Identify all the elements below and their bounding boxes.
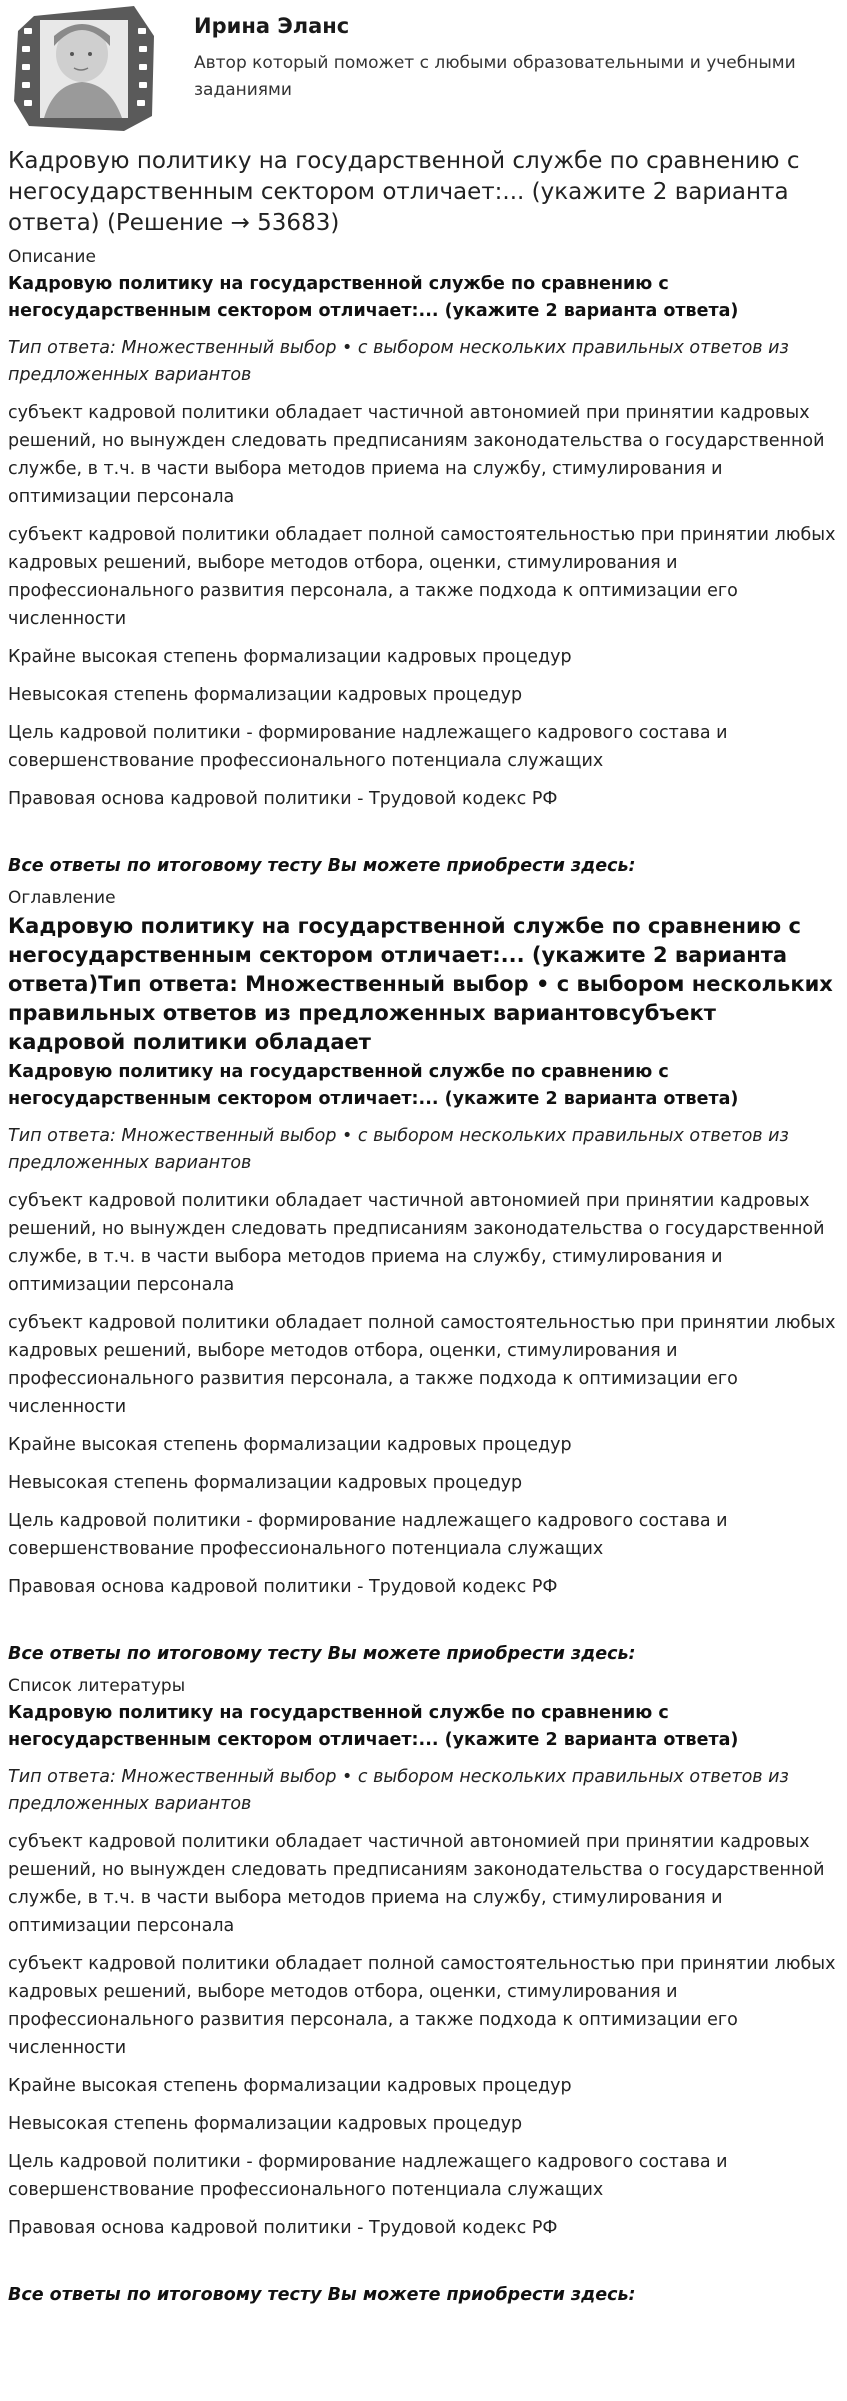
answer-option: субъект кадровой политики обладает частичной автономией при принятии кадровых решений, но вынужден следовать предписаниям законодательства о государственной службе, в т.ч. в части выбора методов приема на службу, стимулирования и оптимизации персонала xyxy=(8,1832,825,1936)
author-name[interactable]: Ирина Эланс xyxy=(194,14,350,38)
question-text: Кадровую политику на государственной службе по сравнению с негосударственным сектором отличает:... (укажите 2 варианта ответа) xyxy=(8,1062,739,1109)
answer-option: Правовая основа кадровой политики - Трудовой кодекс РФ xyxy=(8,789,558,809)
answer-option: Невысокая степень формализации кадровых процедур xyxy=(8,1473,523,1493)
answer-option: Крайне высокая степень формализации кадровых процедур xyxy=(8,647,572,667)
toc-section xyxy=(8,886,839,1668)
description-section xyxy=(8,245,839,880)
question-text: Кадровую политику на государственной службе по сравнению с негосударственным сектором отличает:... (укажите 2 варианта ответа) xyxy=(8,1703,739,1750)
section-label-toc: Оглавление xyxy=(8,888,116,908)
answer-option: Цель кадровой политики - формирование надлежащего кадрового состава и совершенствование профессионального потенциала служащих xyxy=(8,723,728,771)
answer-option: субъект кадровой политики обладает частичной автономией при принятии кадровых решений, но вынужден следовать предписаниям законодательства о государственной службе, в т.ч. в части выбора методов приема на службу, стимулирования и оптимизации персонала xyxy=(8,1191,825,1295)
answer-type: Тип ответа: Множественный выбор • с выбором нескольких правильных ответов из предложенных вариантов xyxy=(8,338,789,385)
author-card xyxy=(8,0,839,140)
answer-option: Правовая основа кадровой политики - Трудовой кодекс РФ xyxy=(8,1577,558,1597)
author-description: Автор который поможет с любыми образовательными и учебными заданиями xyxy=(194,53,796,100)
answer-option: Крайне высокая степень формализации кадровых процедур xyxy=(8,2076,572,2096)
answer-option: Цель кадровой политики - формирование надлежащего кадрового состава и совершенствование профессионального потенциала служащих xyxy=(8,1511,728,1559)
section-label-references: Список литературы xyxy=(8,1676,186,1696)
answer-option: Невысокая степень формализации кадровых процедур xyxy=(8,2114,523,2134)
answer-option: Правовая основа кадровой политики - Трудовой кодекс РФ xyxy=(8,2218,558,2238)
question-text: Кадровую политику на государственной службе по сравнению с негосударственным сектором отличает:... (укажите 2 варианта ответа) xyxy=(8,274,739,321)
answer-option: Цель кадровой политики - формирование надлежащего кадрового состава и совершенствование профессионального потенциала служащих xyxy=(8,2152,728,2200)
answer-option: субъект кадровой политики обладает полной самостоятельностью при принятии любых кадровых решений, выборе методов отбора, оценки, стимулирования и профессионального развития персонала, а также подхода к оптимизации его численности xyxy=(8,525,836,629)
answer-type: Тип ответа: Множественный выбор • с выбором нескольких правильных ответов из предложенных вариантов xyxy=(8,1126,789,1173)
answer-type: Тип ответа: Множественный выбор • с выбором нескольких правильных ответов из предложенных вариантов xyxy=(8,1767,789,1814)
toc-title: Кадровую политику на государственной службе по сравнению с негосударственным сектором отличает:... (укажите 2 варианта ответа)Тип ответа: Множественный выбор • с выбором нескольких правильных ответов из предложенных вариантовсубъект кадровой политики обладает xyxy=(8,914,833,1054)
author-avatar[interactable] xyxy=(14,6,154,131)
section-label-description: Описание xyxy=(8,247,96,267)
answer-option: субъект кадровой политики обладает полной самостоятельностью при принятии любых кадровых решений, выборе методов отбора, оценки, стимулирования и профессионального развития персонала, а также подхода к оптимизации его численности xyxy=(8,1313,836,1417)
buy-answers-link[interactable]: Все ответы по итоговому тесту Вы можете приобрести здесь: xyxy=(8,856,636,876)
references-section xyxy=(8,1674,839,2309)
answer-option: субъект кадровой политики обладает частичной автономией при принятии кадровых решений, но вынужден следовать предписаниям законодательства о государственной службе, в т.ч. в части выбора методов приема на службу, стимулирования и оптимизации персонала xyxy=(8,403,825,507)
answer-option: Невысокая степень формализации кадровых процедур xyxy=(8,685,523,705)
buy-answers-link[interactable]: Все ответы по итоговому тесту Вы можете приобрести здесь: xyxy=(8,2285,636,2305)
page-title: Кадровую политику на государственной службе по сравнению с негосударственным сектором отличает:... (укажите 2 варианта ответа) (Решение → 53683) xyxy=(8,148,800,236)
answer-option: субъект кадровой политики обладает полной самостоятельностью при принятии любых кадровых решений, выборе методов отбора, оценки, стимулирования и профессионального развития персонала, а также подхода к оптимизации его численности xyxy=(8,1954,836,2058)
answer-option: Крайне высокая степень формализации кадровых процедур xyxy=(8,1435,572,1455)
buy-answers-link[interactable]: Все ответы по итоговому тесту Вы можете приобрести здесь: xyxy=(8,1644,636,1664)
